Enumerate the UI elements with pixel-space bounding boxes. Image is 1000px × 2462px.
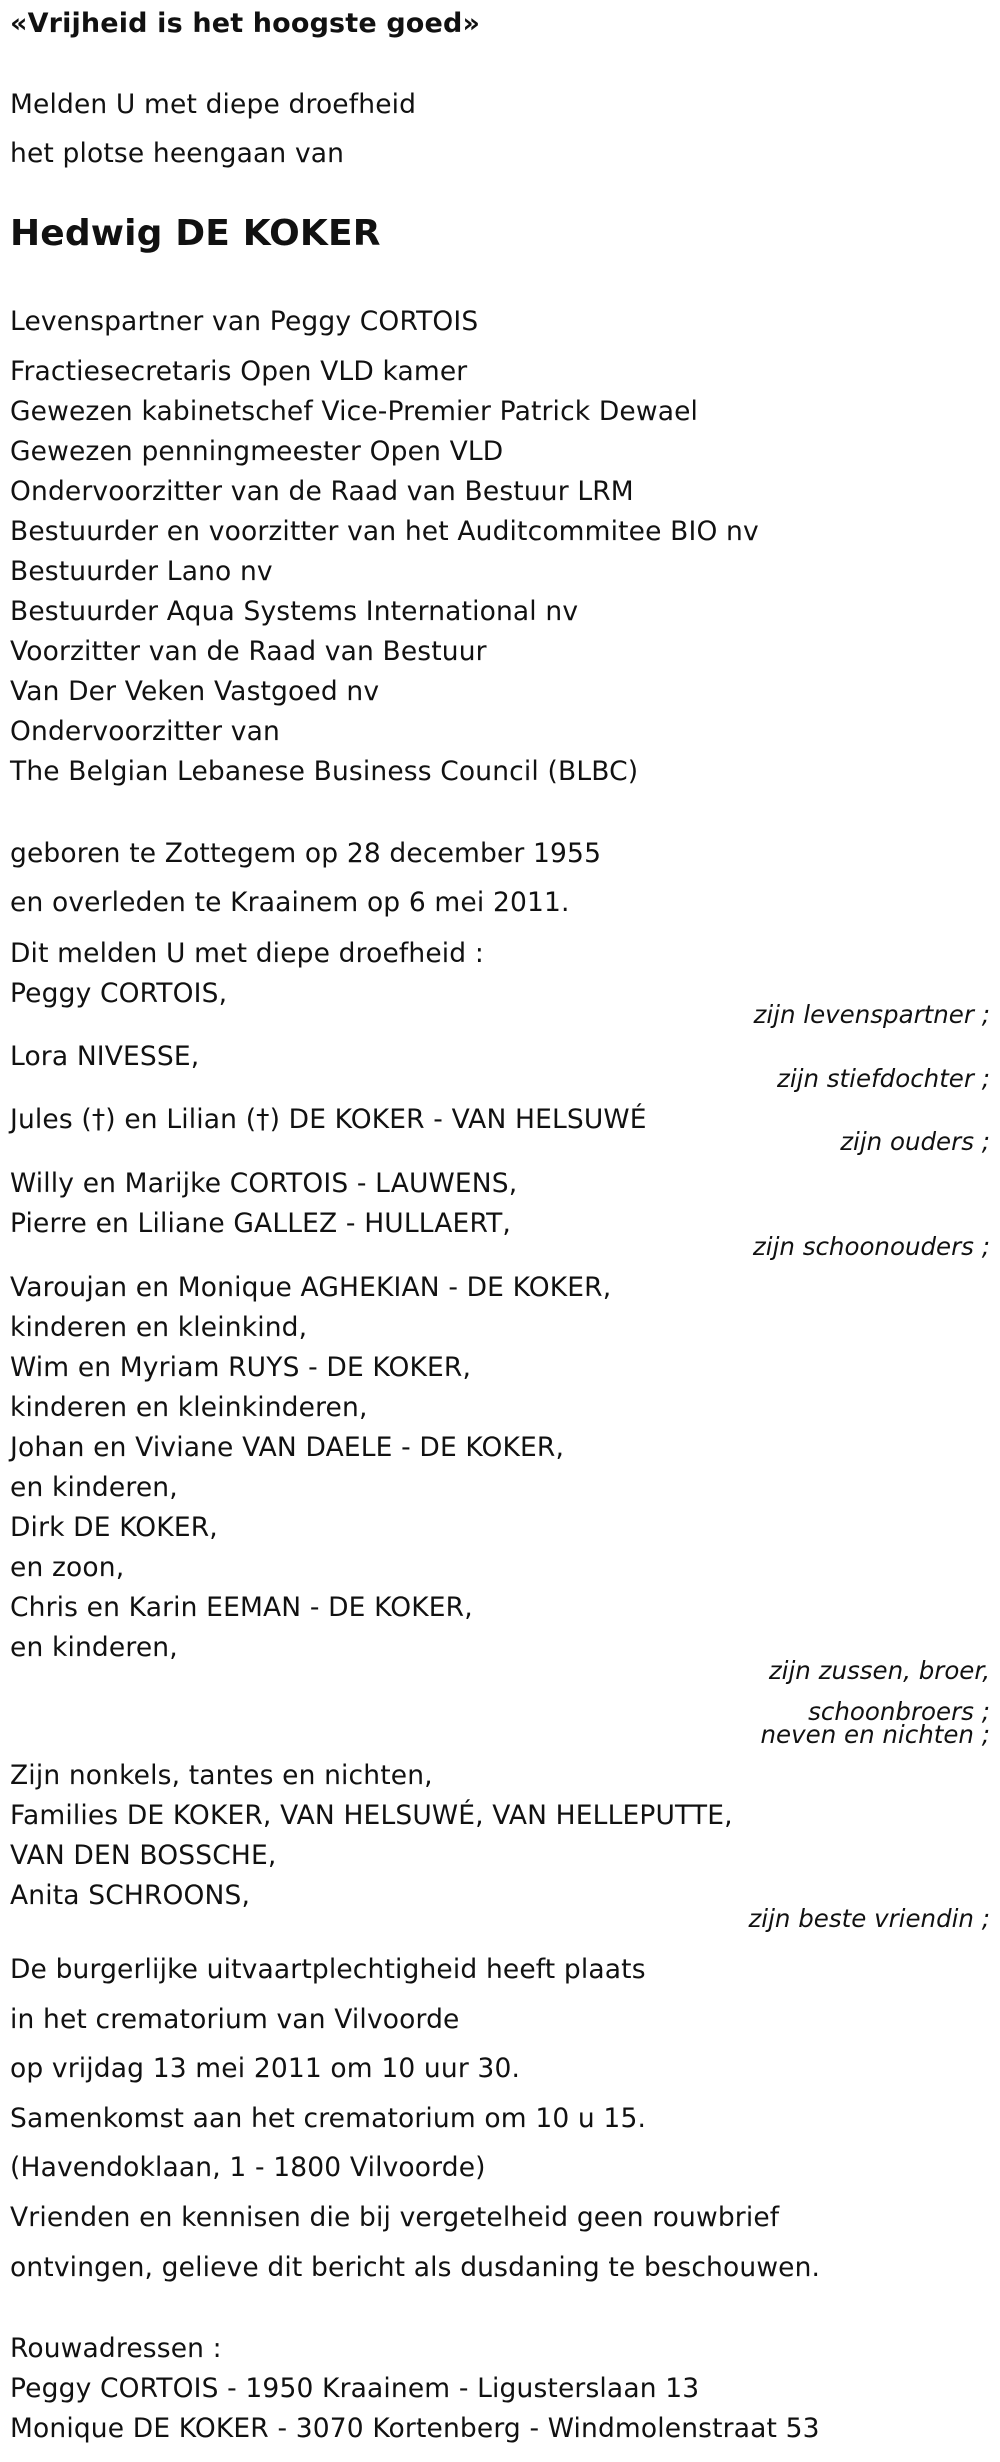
mourner-siblings: en kinderen,	[10, 1472, 178, 1503]
mourner-siblings: Dirk DE KOKER,	[10, 1512, 218, 1543]
mourner-inlaws: Willy en Marijke CORTOIS - LAUWENS,	[10, 1168, 518, 1199]
mourner-siblings: Wim en Myriam RUYS - DE KOKER,	[10, 1352, 472, 1383]
mourner-relatives: Zijn nonkels, tantes en nichten,	[10, 1760, 433, 1791]
mourner-siblings: en kinderen,	[10, 1632, 178, 1663]
mourner-siblings: kinderen en kleinkind,	[10, 1312, 308, 1343]
mourner-parents: Jules (†) en Lilian (†) DE KOKER - VAN HELSUWÉ	[10, 1104, 647, 1135]
mourner-siblings: kinderen en kleinkinderen,	[10, 1392, 368, 1423]
relation-label: zijn ouders ;	[840, 1127, 990, 1156]
deceased-name: Hedwig DE KOKER	[10, 213, 381, 254]
mourner-relatives: VAN DEN BOSSCHE,	[10, 1840, 277, 1871]
function-line: Van Der Veken Vastgoed nv	[10, 676, 380, 707]
addresses-title: Rouwadressen :	[10, 2333, 222, 2364]
relation-label: zijn schoonouders ;	[752, 1232, 990, 1261]
ceremony-line: Vrienden en kennisen die bij vergetelheid geen rouwbrief	[10, 2202, 780, 2233]
function-line: Ondervoorzitter van	[10, 716, 280, 747]
ceremony-line: (Havendoklaan, 1 - 1800 Vilvoorde)	[10, 2152, 486, 2183]
relation-label: neven en nichten ;	[760, 1720, 990, 1749]
mourner-siblings: Varoujan en Monique AGHEKIAN - DE KOKER,	[10, 1272, 612, 1303]
function-line: Gewezen kabinetschef Vice-Premier Patrick Dewael	[10, 396, 699, 427]
intro-line: Melden U met diepe droefheid	[10, 89, 417, 120]
ceremony-line: ontvingen, gelieve dit bericht als dusdaning te beschouwen.	[10, 2252, 821, 2283]
mourner-relatives: Families DE KOKER, VAN HELSUWÉ, VAN HELLEPUTTE,	[10, 1800, 733, 1831]
relation-label: zijn zussen, broer,	[768, 1656, 990, 1685]
mourner-relatives: Anita SCHROONS,	[10, 1880, 251, 1911]
function-line: Ondervoorzitter van de Raad van Bestuur LRM	[10, 476, 634, 507]
relation-label: schoonbroers ;	[808, 1697, 990, 1726]
mourner-siblings: en zoon,	[10, 1552, 125, 1583]
mourner-siblings: Johan en Viviane VAN DAELE - DE KOKER,	[10, 1432, 565, 1463]
ceremony-line: op vrijdag 13 mei 2011 om 10 uur 30.	[10, 2053, 521, 2084]
function-line: Gewezen penningmeester Open VLD	[10, 436, 504, 467]
announce-line: Dit melden U met diepe droefheid :	[10, 938, 484, 969]
relation-label: zijn beste vriendin ;	[748, 1904, 990, 1933]
birth-line: geboren te Zottegem op 28 december 1955	[10, 838, 602, 869]
address-line: Monique DE KOKER - 3070 Kortenberg - Windmolenstraat 53	[10, 2413, 820, 2444]
mourner-partner: Peggy CORTOIS,	[10, 978, 228, 1009]
ceremony-line: in het crematorium van Vilvoorde	[10, 2004, 460, 2035]
address-line: Peggy CORTOIS - 1950 Kraainem - Ligusterslaan 13	[10, 2373, 700, 2404]
mourner-stepdaughter: Lora NIVESSE,	[10, 1041, 200, 1072]
function-line: The Belgian Lebanese Business Council (BLBC)	[10, 756, 639, 787]
partner-line: Levenspartner van Peggy CORTOIS	[10, 306, 479, 337]
function-line: Bestuurder en voorzitter van het Auditcommitee BIO nv	[10, 516, 759, 547]
ceremony-line: De burgerlijke uitvaartplechtigheid heeft plaats	[10, 1954, 646, 1985]
relation-label: zijn levenspartner ;	[753, 1000, 990, 1029]
motto: «Vrijheid is het hoogste goed»	[10, 8, 481, 39]
function-line: Voorzitter van de Raad van Bestuur	[10, 636, 487, 667]
function-line: Fractiesecretaris Open VLD kamer	[10, 356, 468, 387]
ceremony-line: Samenkomst aan het crematorium om 10 u 15.	[10, 2103, 647, 2134]
mourner-siblings: Chris en Karin EEMAN - DE KOKER,	[10, 1592, 473, 1623]
relation-label: zijn stiefdochter ;	[777, 1064, 990, 1093]
function-line: Bestuurder Lano nv	[10, 556, 273, 587]
mourner-inlaws: Pierre en Liliane GALLEZ - HULLAERT,	[10, 1208, 511, 1239]
intro-line: het plotse heengaan van	[10, 138, 345, 169]
death-line: en overleden te Kraainem op 6 mei 2011.	[10, 887, 570, 918]
function-line: Bestuurder Aqua Systems International nv	[10, 596, 579, 627]
